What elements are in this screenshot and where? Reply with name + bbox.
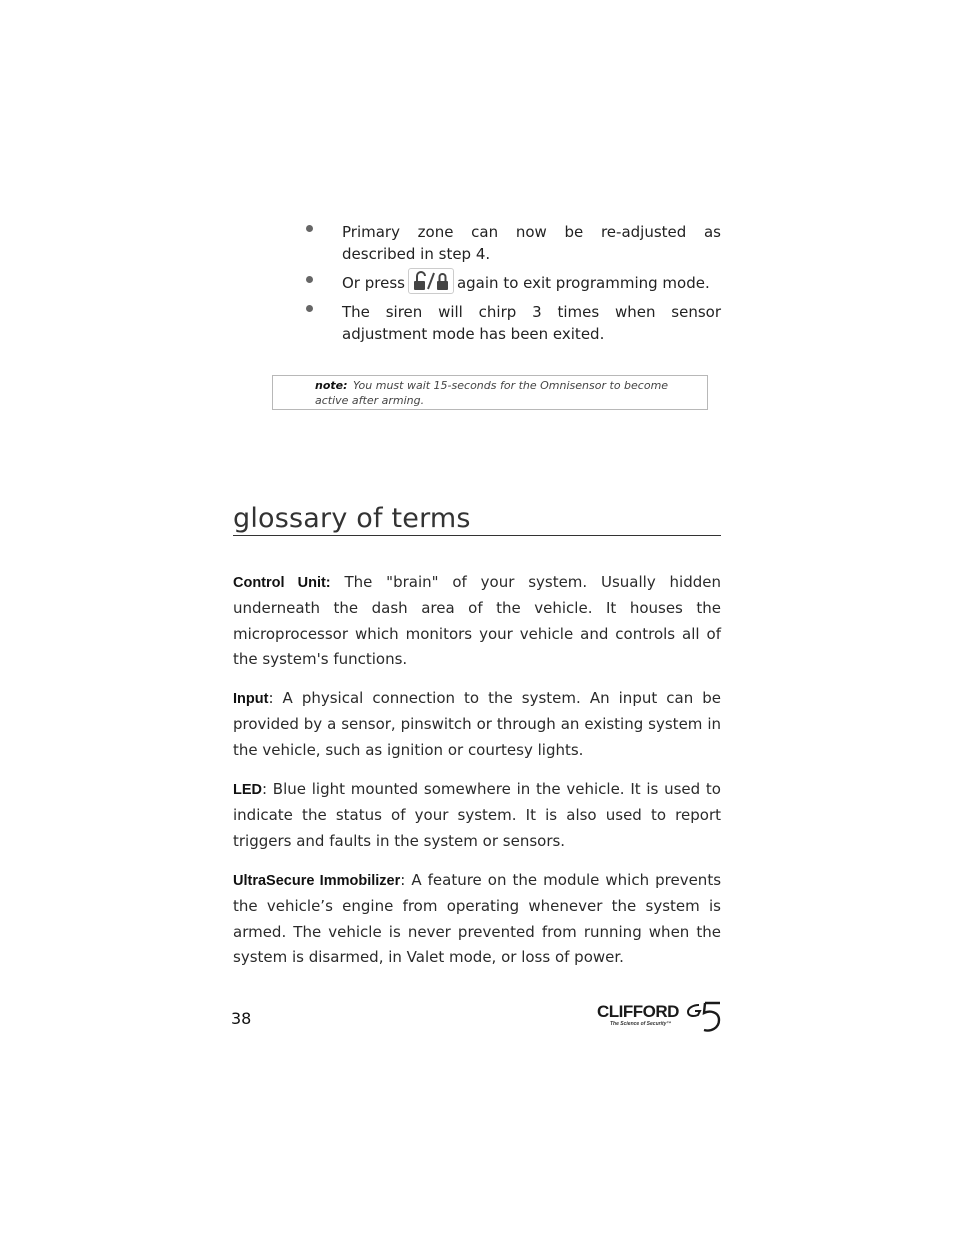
bullet-dot <box>306 225 313 232</box>
note-box <box>272 375 708 410</box>
page-number: 38 <box>231 1009 252 1028</box>
bullet-item <box>300 272 721 294</box>
section-title-rule <box>233 504 721 536</box>
glossary-entry <box>233 868 721 970</box>
section-title: glossary of terms <box>233 503 471 534</box>
glossary-list <box>233 570 721 984</box>
bullet-text: Primary zone can now be re-adjusted as described in step 4. <box>342 223 721 263</box>
glossary-definition: The "brain" of your system. Usually hidden underneath the dash area of the vehicle. It houses the microprocessor which monitors your vehicle and controls all of the system's functions. <box>233 573 721 668</box>
instruction-bullet-list <box>300 221 721 352</box>
note-text <box>315 378 675 408</box>
glossary-entry <box>233 570 721 672</box>
note-body: You must wait 15-seconds for the Omnisensor to become active after arming. <box>315 379 669 407</box>
glossary-term: Input <box>233 691 269 708</box>
glossary-term: LED <box>233 782 262 799</box>
bullet-item <box>300 301 721 345</box>
glossary-definition: : A feature on the module which prevents the vehicle’s engine from operating whenever the system is armed. The vehicle is never prevented from running when the system is disarmed, in Valet mode, or loss of power. <box>233 870 722 966</box>
glossary-term: Control Unit: <box>233 575 331 591</box>
glossary-term: UltraSecure Immobilizer <box>233 872 401 889</box>
note-label: note: <box>315 379 348 392</box>
glossary-definition: : A physical connection to the system. An input can be provided by a sensor, pinswitch or through an existing system in the vehicle, such as ignition or courtesy lights. <box>233 689 721 759</box>
logo-wordmark: CLIFFORD <box>597 1002 679 1021</box>
bullet-dot <box>306 276 313 283</box>
glossary-entry <box>233 777 721 854</box>
bullet-text: Or press <box>342 274 405 292</box>
clifford-logo <box>597 997 725 1037</box>
glossary-entry <box>233 686 721 763</box>
glossary-definition: : Blue light mounted somewhere in the vehicle. It is used to indicate the status of your system. It is also used to report triggers and faults in the system or sensors. <box>233 780 721 850</box>
bullet-text: again to exit programming mode. <box>456 274 710 292</box>
bullet-item <box>300 221 721 265</box>
g5-logo-mark <box>685 999 723 1035</box>
bullet-dot <box>306 305 313 312</box>
lock-unlock-icon <box>408 268 454 294</box>
logo-tagline: The Science of Security™ <box>610 1021 672 1027</box>
bullet-text: The siren will chirp 3 times when sensor adjustment mode has been exited. <box>342 303 721 343</box>
